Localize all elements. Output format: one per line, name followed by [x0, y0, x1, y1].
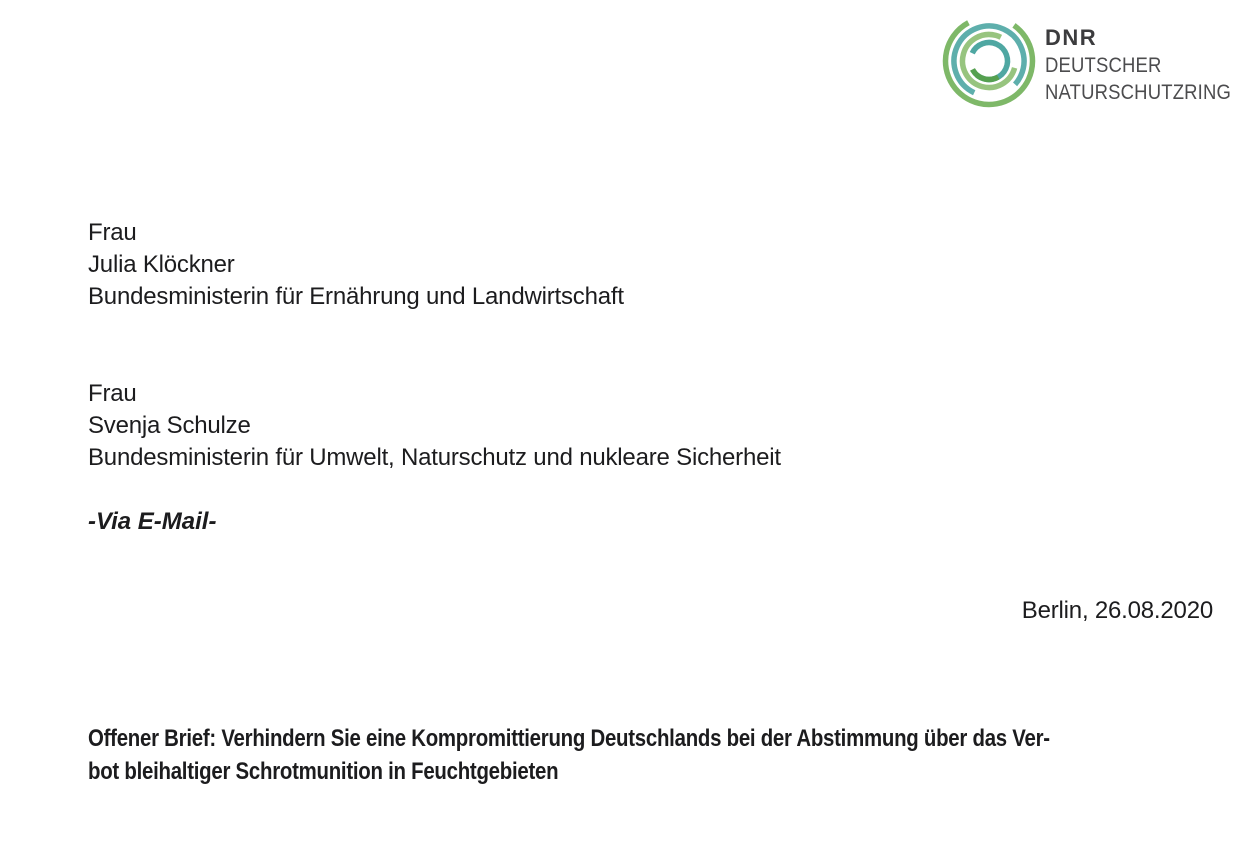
delivery-note: -Via E-Mail- — [88, 508, 217, 535]
logo-acronym: DNR — [1045, 25, 1098, 50]
third-ring-light-green — [957, 29, 1022, 94]
subject-line-2: bot bleihaltiger Schrotmunition in Feuchtgebieten — [88, 758, 559, 785]
recipient-block-1 — [88, 217, 624, 313]
dnr-rings-icon — [942, 14, 1036, 108]
recipient-1-title: Bundesministerin für Ernährung und Landwirtschaft — [88, 283, 624, 310]
dnr-logo — [942, 14, 1242, 114]
subject-heading — [88, 722, 1050, 788]
logo-name-line1: DEUTSCHER — [1045, 54, 1162, 77]
logo-wordmark — [1045, 24, 1245, 106]
recipient-block-2 — [88, 378, 781, 474]
dateline: Berlin, 26.08.2020 — [1021, 597, 1213, 624]
recipient-1-name: Julia Klöckner — [88, 251, 235, 278]
recipient-2-name: Svenja Schulze — [88, 412, 251, 439]
recipient-2-title: Bundesministerin für Umwelt, Naturschutz und nukleare Sicherheit — [88, 444, 781, 471]
recipient-2-salutation: Frau — [88, 380, 137, 407]
subject-line-1: Offener Brief: Verhindern Sie eine Kompromittierung Deutschlands bei der Abstimmung über das Ver- — [88, 725, 1050, 752]
recipient-1-salutation: Frau — [88, 219, 137, 246]
logo-name-line2: NATURSCHUTZRING — [1045, 81, 1232, 104]
